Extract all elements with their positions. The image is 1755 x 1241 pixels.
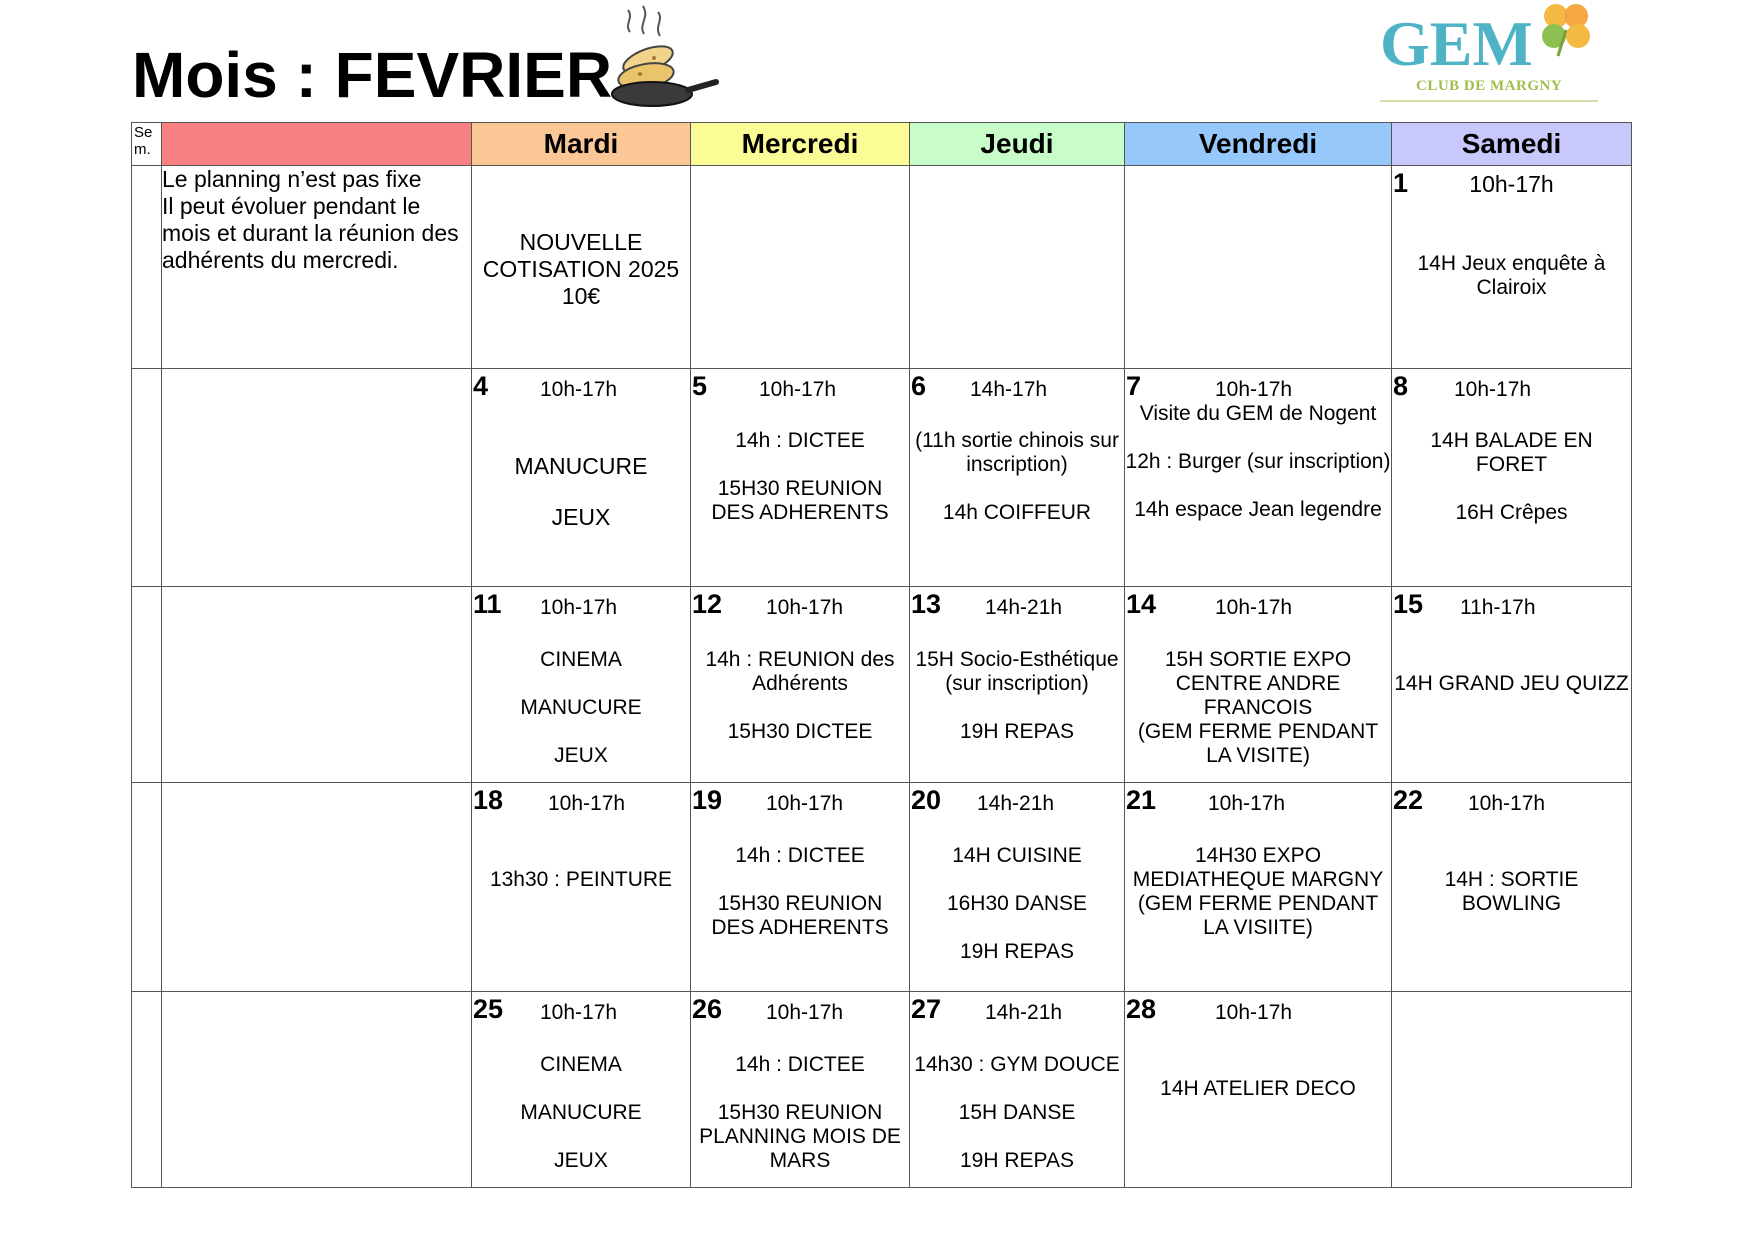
activity-line (472, 1125, 690, 1149)
calendar-table (131, 122, 1632, 1188)
notes-cell (162, 992, 472, 1188)
activity-line: CINEMA (540, 1053, 622, 1076)
activities (1125, 1077, 1391, 1101)
activity-line: Clairoix (1476, 276, 1547, 299)
activity-line (910, 1077, 1124, 1101)
day-number: 14 (1126, 589, 1157, 619)
opening-hours: 10h-17h (540, 1001, 618, 1024)
notes-cell (162, 587, 472, 783)
day-cell-22 (1392, 783, 1632, 992)
activity-line: CENTRE ANDRE (1175, 672, 1341, 695)
opening-hours: 10h-17h (540, 378, 618, 401)
opening-hours: 10h-17h (1215, 596, 1293, 619)
notes-cell (162, 783, 472, 992)
day-cell-1 (1392, 166, 1632, 369)
activities (910, 648, 1124, 744)
activity-line (910, 477, 1124, 501)
week-cell (132, 166, 162, 369)
activities (472, 868, 690, 892)
activity-line: 14H : SORTIE (1444, 868, 1579, 891)
activity-line (472, 480, 690, 504)
crepe-pan-icon (610, 4, 720, 118)
activity-line: Adhérents (752, 672, 848, 695)
activity-line (691, 868, 909, 892)
activity-line: 14H ATELIER DECO (1160, 1077, 1356, 1100)
activity-line: 14h : DICTEE (735, 844, 865, 867)
activities (691, 429, 909, 525)
activity-line: 19H REPAS (960, 720, 1074, 743)
day-cell-25 (472, 992, 691, 1188)
day-cell-8 (1392, 369, 1632, 587)
activity-line: MANUCURE (520, 696, 642, 719)
activity-line: MANUCURE (514, 453, 648, 479)
day-number: 6 (911, 371, 927, 401)
activity-line (1125, 474, 1391, 498)
day-cell-6 (910, 369, 1125, 587)
day-number: 22 (1393, 785, 1424, 815)
activity-line: 14H BALADE EN (1430, 429, 1593, 452)
activity-line: 16H Crêpes (1455, 501, 1568, 524)
day-cell-20 (910, 783, 1125, 992)
day-number: 12 (692, 589, 723, 619)
opening-hours: 10h-17h (766, 1001, 844, 1024)
opening-hours: 14h-21h (985, 1001, 1063, 1024)
activity-line (910, 1125, 1124, 1149)
day-number: 19 (692, 785, 723, 815)
day-number: 15 (1393, 589, 1424, 619)
activity-line: inscription) (966, 453, 1068, 476)
activity-line: 15H30 REUNION (717, 1101, 883, 1124)
day-number: 20 (911, 785, 942, 815)
opening-hours: 14h-17h (970, 378, 1048, 401)
page-title: Mois : FEVRIER (132, 39, 613, 111)
cotisation-notice (472, 166, 690, 310)
activity-line: 15H SORTIE EXPO (1164, 648, 1352, 671)
activity-line: 15H30 DICTEE (727, 720, 873, 743)
planning-note (162, 166, 472, 369)
opening-hours: 10h-17h (759, 378, 837, 401)
activity-line: 14h30 : GYM DOUCE (914, 1053, 1120, 1076)
note-line: adhérents du mercredi. (162, 247, 399, 273)
logo-subtitle: CLUB DE MARGNY (1416, 78, 1563, 94)
activity-line (910, 868, 1124, 892)
cotisation-line: 10€ (561, 283, 601, 309)
activity-line: 14H GRAND JEU QUIZZ (1394, 672, 1629, 695)
day-cell-26 (691, 992, 910, 1188)
opening-hours: 10h-17h (1468, 792, 1546, 815)
activity-line: LA VISIITE) (1203, 916, 1313, 939)
activity-line: MEDIATHEQUE MARGNY (1132, 868, 1384, 891)
opening-hours: 14h-21h (985, 596, 1063, 619)
gem-logo (1376, 0, 1612, 108)
activities (691, 648, 909, 744)
clover-icon (1534, 0, 1598, 58)
activity-line: DES ADHERENTS (711, 501, 889, 524)
opening-hours: 14h-21h (977, 792, 1055, 815)
day-cell-28 (1125, 992, 1392, 1188)
day-cell-4 (472, 369, 691, 587)
activity-line: BOWLING (1461, 892, 1562, 915)
activity-line: 14h espace Jean legendre (1134, 498, 1382, 521)
activity-line (1392, 477, 1631, 501)
activity-line: (GEM FERME PENDANT (1137, 892, 1379, 915)
opening-hours: 11h-17h (1460, 596, 1536, 619)
activity-line: 14H30 EXPO (1194, 844, 1322, 867)
activities (1392, 672, 1631, 696)
activity-line: 15H Socio-Esthétique (915, 648, 1119, 671)
day-number: 28 (1126, 994, 1157, 1024)
notes-column-header (162, 123, 472, 166)
day-number: 11 (473, 589, 502, 619)
activities (691, 844, 909, 940)
activities (472, 648, 690, 768)
activities (691, 1053, 909, 1173)
mercredi-header: Mercredi (691, 123, 910, 166)
activity-line: JEUX (554, 1149, 608, 1172)
activity-line: PLANNING MOIS DE (699, 1125, 901, 1148)
activity-line: 15H30 REUNION (717, 477, 883, 500)
day-number: 26 (692, 994, 723, 1024)
activity-line: FORET (1475, 453, 1548, 476)
activity-line: DES ADHERENTS (711, 916, 889, 939)
activity-line (691, 1077, 909, 1101)
logo-text: GEM (1380, 8, 1533, 79)
activities (472, 453, 690, 531)
activity-line: 13h30 : PEINTURE (489, 868, 673, 891)
activities (1392, 252, 1631, 300)
note-line: Il peut évoluer pendant le (162, 193, 421, 219)
activities (472, 1053, 690, 1173)
opening-hours: 10h-17h (1454, 378, 1532, 401)
opening-hours: 10h-17h (548, 792, 626, 815)
day-cell-14 (1125, 587, 1392, 783)
activity-line: (11h sortie chinois sur (915, 429, 1119, 452)
activities (1125, 402, 1391, 522)
activity-line: (GEM FERME PENDANT (1137, 720, 1379, 743)
week-cell (132, 992, 162, 1188)
day-cell-13 (910, 587, 1125, 783)
activity-line (1125, 426, 1391, 450)
activities (910, 844, 1124, 964)
opening-hours: 10h-17h (766, 596, 844, 619)
activity-line (910, 696, 1124, 720)
week-cell (132, 369, 162, 587)
day-cell-empty (691, 166, 910, 369)
day-cell-5 (691, 369, 910, 587)
day-cell-empty (1392, 992, 1632, 1188)
activity-line: MARS (769, 1149, 831, 1172)
activity-line (472, 672, 690, 696)
notes-cell (162, 369, 472, 587)
day-number: 4 (473, 371, 489, 401)
opening-hours: 10h-17h (1215, 378, 1293, 401)
activity-line: 12h : Burger (sur inscription) (1125, 450, 1391, 473)
activity-line: 14h : DICTEE (735, 1053, 865, 1076)
activity-line (910, 916, 1124, 940)
activities (1125, 648, 1391, 768)
day-cell-21 (1125, 783, 1392, 992)
opening-hours: 10h-17h (766, 792, 844, 815)
activity-line: 19H REPAS (960, 940, 1074, 963)
opening-hours: 10h-17h (1208, 792, 1286, 815)
day-number: 5 (692, 371, 708, 401)
day-cell-empty (1125, 166, 1392, 369)
activity-line: JEUX (551, 504, 611, 530)
jeudi-header: Jeudi (910, 123, 1125, 166)
activity-line (472, 1077, 690, 1101)
opening-hours: 10h-17h (1469, 171, 1554, 197)
day-number: 27 (911, 994, 942, 1024)
activity-line: Visite du GEM de Nogent (1139, 402, 1377, 425)
activity-line: JEUX (554, 744, 608, 767)
day-cell-18 (472, 783, 691, 992)
note-line: mois et durant la réunion des (162, 220, 459, 246)
day-cell-15 (1392, 587, 1632, 783)
activities (1392, 429, 1631, 525)
day-cell-empty (910, 166, 1125, 369)
activity-line: 19H REPAS (960, 1149, 1074, 1172)
activity-line: 14H CUISINE (952, 844, 1082, 867)
cotisation-line: COTISATION 2025 (482, 256, 680, 282)
activity-line: 14H Jeux enquête à (1417, 252, 1606, 275)
day-cell-mardi (472, 166, 691, 369)
activities (1125, 844, 1391, 940)
activity-line: MANUCURE (520, 1101, 642, 1124)
activity-line: FRANCOIS (1203, 696, 1313, 719)
logo-underline (1380, 100, 1598, 102)
activity-line: 15H DANSE (958, 1101, 1076, 1124)
activity-line: (sur inscription) (945, 672, 1089, 695)
vendredi-header: Vendredi (1125, 123, 1392, 166)
day-cell-19 (691, 783, 910, 992)
mardi-header: Mardi (472, 123, 691, 166)
week-cell (132, 783, 162, 992)
activities (910, 1053, 1124, 1173)
cotisation-line: NOUVELLE (519, 229, 643, 255)
activity-line (472, 720, 690, 744)
day-number: 21 (1126, 785, 1157, 815)
activity-line (691, 453, 909, 477)
activity-line: LA VISITE) (1206, 744, 1310, 767)
opening-hours: 10h-17h (1215, 1001, 1293, 1024)
opening-hours: 10h-17h (540, 596, 618, 619)
activity-line (691, 696, 909, 720)
day-number: 1 (1393, 168, 1409, 198)
day-cell-27 (910, 992, 1125, 1188)
week-column-header: Se m. (132, 123, 162, 166)
day-number: 7 (1126, 371, 1142, 401)
activity-line: 14h : DICTEE (735, 429, 865, 452)
samedi-header: Samedi (1392, 123, 1632, 166)
day-number: 8 (1393, 371, 1409, 401)
week-cell (132, 587, 162, 783)
day-cell-7 (1125, 369, 1392, 587)
day-number: 18 (473, 785, 504, 815)
activity-line: CINEMA (540, 648, 622, 671)
activity-line: 16H30 DANSE (946, 892, 1088, 915)
activity-line: 14h COIFFEUR (942, 501, 1092, 524)
activity-line: 14h : REUNION des (705, 648, 895, 671)
activity-line: 15H30 REUNION (717, 892, 883, 915)
day-cell-11 (472, 587, 691, 783)
activities (1392, 868, 1631, 916)
note-line: Le planning n’est pas fixe (162, 166, 422, 192)
activities (910, 429, 1124, 525)
day-cell-12 (691, 587, 910, 783)
day-number: 25 (473, 994, 504, 1024)
day-number: 13 (911, 589, 942, 619)
